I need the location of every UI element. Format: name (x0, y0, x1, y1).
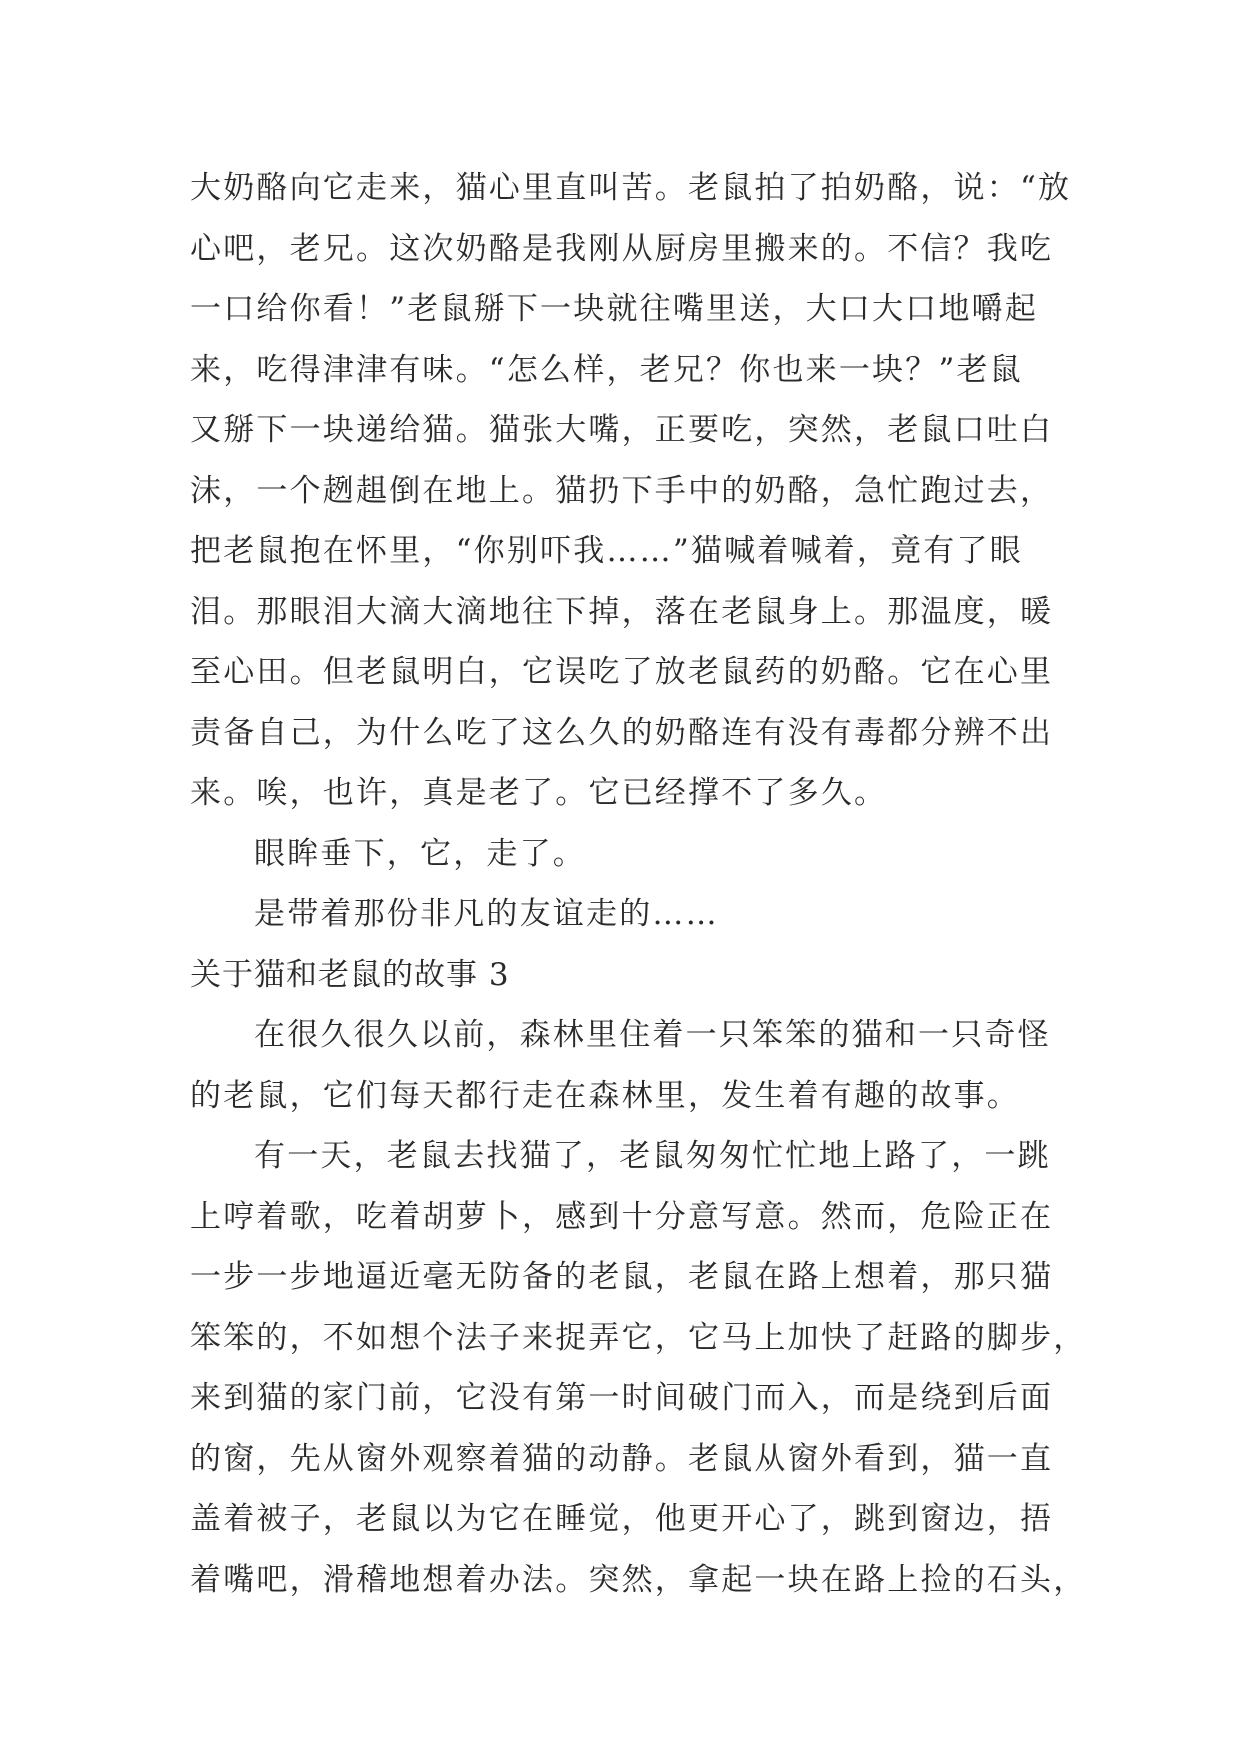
paragraph-line: 来，吃得津津有味。“怎么样，老兄？你也来一块？”老鼠 (190, 351, 1023, 388)
paragraph-line: 上哼着歌，吃着胡萝卜，感到十分意写意。然而，危险正在 (190, 1198, 1054, 1235)
paragraph-line: 笨笨的，不如想个法子来捉弄它，它马上加快了赶路的脚步， (190, 1319, 1087, 1356)
paragraph-line: 有一天，老鼠去找猫了，老鼠匆匆忙忙地上路了，一跳 (254, 1138, 1051, 1174)
paragraph-line: 的窗，先从窗外观察着猫的动静。老鼠从窗外看到，猫一直 (190, 1440, 1054, 1477)
paragraph-line: 来到猫的家门前，它没有第一时间破门而入，而是绕到后面 (190, 1380, 1054, 1416)
paragraph-line: 沫，一个趔趄倒在地上。猫扔下手中的奶酪，急忙跑过去， (190, 472, 1054, 509)
paragraph-line: 一步一步地逼近毫无防备的老鼠，老鼠在路上想着，那只猫 (190, 1259, 1054, 1295)
paragraph-line: 是带着那份非凡的友谊走的…… (254, 896, 719, 932)
document-body (190, 158, 1087, 1610)
paragraph-line: 把老鼠抱在怀里，“你别吓我……”猫喊着喊着，竟有了眼 (190, 533, 1023, 569)
section-title: 关于猫和老鼠的故事 3 (190, 956, 510, 993)
paragraph-line: 至心田。但老鼠明白，它误吃了放老鼠药的奶酪。它在心里 (190, 654, 1054, 690)
paragraph-line: 的老鼠，它们每天都行走在森林里，发生着有趣的故事。 (190, 1077, 1020, 1114)
paragraph-line: 一口给你看！”老鼠掰下一块就往嘴里送，大口大口地嚼起 (190, 291, 1039, 327)
paragraph-line: 来。唉，也许，真是老了。它已经撑不了多久。 (190, 775, 888, 811)
paragraph-line: 心吧，老兄。这次奶酪是我刚从厨房里搬来的。不信？我吃 (190, 230, 1054, 267)
paragraph-line: 盖着被子，老鼠以为它在睡觉，他更开心了，跳到窗边，捂 (190, 1501, 1054, 1537)
paragraph-line: 在很久很久以前，森林里住着一只笨笨的猫和一只奇怪 (254, 1017, 1051, 1053)
paragraph-line: 又掰下一块递给猫。猫张大嘴，正要吃，突然，老鼠口吐白 (190, 412, 1054, 448)
paragraph-line: 大奶酪向它走来，猫心里直叫苦。老鼠拍了拍奶酪，说：“放 (190, 170, 1072, 206)
paragraph-line: 泪。那眼泪大滴大滴地往下掉，落在老鼠身上。那温度，暖 (190, 593, 1054, 630)
paragraph-line: 着嘴吧，滑稽地想着办法。突然，拿起一块在路上捡的石头， (190, 1561, 1087, 1598)
paragraph-line: 责备自己，为什么吃了这么久的奶酪连有没有毒都分辨不出 (190, 714, 1054, 751)
paragraph-line: 眼眸垂下，它，走了。 (254, 835, 586, 872)
